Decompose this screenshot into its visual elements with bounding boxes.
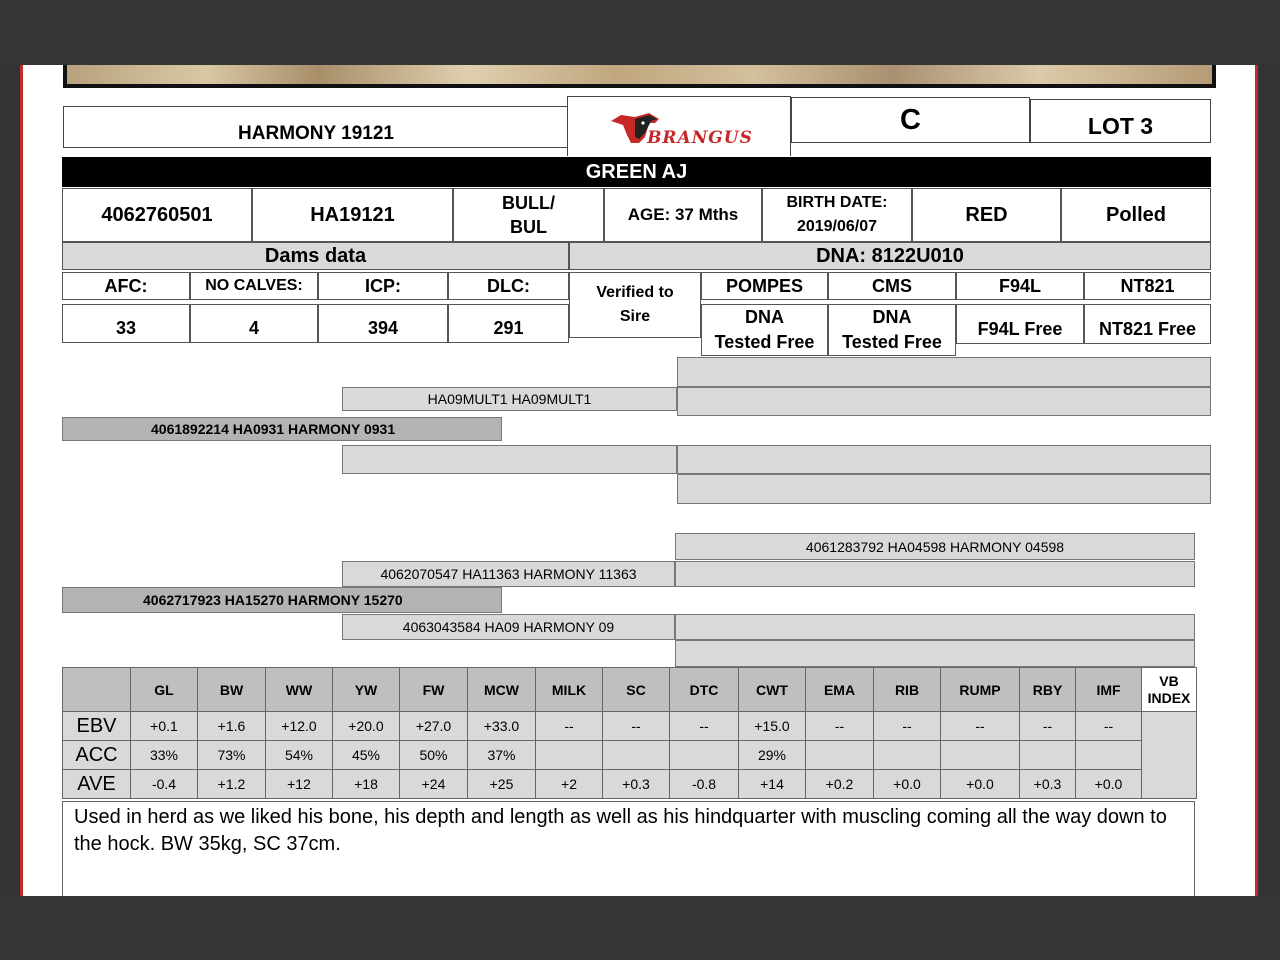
dna-test-nt821: NT821	[1084, 272, 1211, 300]
animal-id: HA19121	[252, 188, 453, 242]
ebv-cell: --	[603, 712, 670, 741]
ebv-cell: +33.0	[468, 712, 536, 741]
ebv-cell: +14	[739, 770, 806, 799]
pedigree-blank	[677, 387, 1211, 416]
ebv-row-label: ACC	[63, 741, 131, 770]
dna-test-f94l: F94L	[956, 272, 1084, 300]
ebv-cell	[1076, 741, 1142, 770]
ebv-cell: --	[874, 712, 941, 741]
pedigree-blank	[675, 614, 1195, 640]
pedigree-blank	[677, 474, 1211, 504]
ebv-cell: +12	[266, 770, 333, 799]
grade-box	[791, 97, 1030, 143]
ebv-corner	[63, 668, 131, 712]
breeder-bar	[62, 157, 1211, 187]
dams-value-calves: 4	[190, 304, 318, 343]
ebv-cell: 73%	[198, 741, 266, 770]
ebv-col-imf: IMF	[1076, 668, 1142, 712]
ebv-cell: 37%	[468, 741, 536, 770]
pedigree-dam-sire: 4062070547 HA11363 HARMONY 11363	[342, 561, 675, 587]
ebv-cell: --	[670, 712, 739, 741]
ebv-cell: +2	[536, 770, 603, 799]
animal-name: HARMONY 19121	[238, 123, 394, 144]
ebv-cell: +1.2	[198, 770, 266, 799]
dna-test-pompes: POMPES	[701, 272, 828, 300]
ebv-col-dtc: DTC	[670, 668, 739, 712]
ebv-cell: --	[806, 712, 874, 741]
verified-to-sire: Verified to Sire	[569, 272, 701, 338]
ebv-row-label: EBV	[63, 712, 131, 741]
ebv-cell: +27.0	[400, 712, 468, 741]
ebv-col-rib: RIB	[874, 668, 941, 712]
ebv-cell: 33%	[131, 741, 198, 770]
ebv-cell: +1.6	[198, 712, 266, 741]
pedigree-blank	[675, 640, 1195, 667]
ebv-col-vb-index: VB INDEX	[1142, 668, 1197, 712]
dna-result-cms: DNA Tested Free	[828, 304, 956, 356]
ebv-cell	[603, 741, 670, 770]
ebv-cell	[536, 741, 603, 770]
ebv-cell	[806, 741, 874, 770]
dams-value-afc: 33	[62, 304, 190, 343]
ebv-cell: 45%	[333, 741, 400, 770]
comments-box	[62, 801, 1195, 901]
pedigree-blank	[342, 445, 677, 474]
lot-number: LOT 3	[1087, 113, 1154, 139]
ebv-table	[62, 667, 1197, 799]
dna-result-nt821: NT821 Free	[1084, 304, 1211, 344]
ebv-col-mcw: MCW	[468, 668, 536, 712]
ebv-row	[63, 712, 1197, 741]
ebv-col-milk: MILK	[536, 668, 603, 712]
sex: BULL/ BUL	[453, 188, 604, 242]
ebv-cell: +0.2	[806, 770, 874, 799]
ebv-cell: -0.4	[131, 770, 198, 799]
reg-number: 4062760501	[62, 188, 252, 242]
viewer-bottom-bar	[0, 896, 1280, 960]
ebv-row-label: AVE	[63, 770, 131, 799]
grade: C	[900, 103, 921, 136]
pedigree-dam: 4062717923 HA15270 HARMONY 15270	[62, 587, 502, 613]
ebv-cell: 54%	[266, 741, 333, 770]
pedigree-dam-dam: 4063043584 HA09 HARMONY 09	[342, 614, 675, 640]
ebv-cell: --	[1020, 712, 1076, 741]
ebv-col-yw: YW	[333, 668, 400, 712]
dna-result-pompes: DNA Tested Free	[701, 304, 828, 356]
ebv-cell: +24	[400, 770, 468, 799]
ebv-cell: +25	[468, 770, 536, 799]
logo-text: BRANGUS	[647, 127, 753, 148]
ebv-cell	[941, 741, 1020, 770]
dams-data-title: Dams data	[62, 242, 569, 270]
dna-title: DNA: 8122U010	[569, 242, 1211, 270]
ebv-cell: +0.0	[1076, 770, 1142, 799]
ebv-cell: +0.1	[131, 712, 198, 741]
dams-label-calves: NO CALVES:	[190, 272, 318, 300]
ebv-cell: +15.0	[739, 712, 806, 741]
ebv-col-ema: EMA	[806, 668, 874, 712]
ebv-col-bw: BW	[198, 668, 266, 712]
dams-value-icp: 394	[318, 304, 448, 343]
dna-test-cms: CMS	[828, 272, 956, 300]
pedigree-sire: 4061892214 HA0931 HARMONY 0931	[62, 417, 502, 441]
animal-name-box	[63, 106, 569, 148]
brangus-logo	[567, 96, 791, 156]
ebv-cell: 29%	[739, 741, 806, 770]
acc-row	[63, 741, 1197, 770]
ebv-col-gl: GL	[131, 668, 198, 712]
ebv-cell: 50%	[400, 741, 468, 770]
ebv-cell: --	[1076, 712, 1142, 741]
ebv-col-fw: FW	[400, 668, 468, 712]
ebv-cell: +18	[333, 770, 400, 799]
ebv-col-sc: SC	[603, 668, 670, 712]
ebv-cell: +20.0	[333, 712, 400, 741]
ave-row	[63, 770, 1197, 799]
age: AGE: 37 Mths	[604, 188, 762, 242]
dna-result-f94l: F94L Free	[956, 304, 1084, 344]
ebv-cell: +0.0	[941, 770, 1020, 799]
pedigree-blank	[677, 445, 1211, 474]
comments-text: Used in herd as we liked his bone, his depth and length as well as his hindquarter with muscling coming all the way down to the hock. BW 35kg, SC 37cm.	[74, 806, 1167, 855]
pedigree-dam-sire-sire: 4061283792 HA04598 HARMONY 04598	[675, 533, 1195, 560]
breeder-name: GREEN AJ	[585, 160, 688, 183]
animal-photo-strip	[63, 65, 1216, 88]
pedigree-blank	[677, 357, 1211, 387]
ebv-cell	[874, 741, 941, 770]
dams-value-dlc: 291	[448, 304, 569, 343]
ebv-cell: +0.3	[603, 770, 670, 799]
birth-date: BIRTH DATE: 2019/06/07	[762, 188, 912, 242]
dams-label-icp: ICP:	[318, 272, 448, 300]
ebv-col-cwt: CWT	[739, 668, 806, 712]
colour: RED	[912, 188, 1061, 242]
ebv-cell: +0.3	[1020, 770, 1076, 799]
ebv-cell	[1020, 741, 1076, 770]
pedigree-sire-sire: HA09MULT1 HA09MULT1	[342, 387, 677, 411]
vb-index-value	[1142, 712, 1197, 799]
dams-label-dlc: DLC:	[448, 272, 569, 300]
ebv-header-row	[63, 668, 1197, 712]
pedigree-blank	[675, 561, 1195, 587]
viewer-top-bar	[0, 0, 1280, 65]
ebv-cell	[670, 741, 739, 770]
dams-label-afc: AFC:	[62, 272, 190, 300]
lot-box	[1030, 99, 1211, 143]
horn-status: Polled	[1061, 188, 1211, 242]
ebv-col-rby: RBY	[1020, 668, 1076, 712]
ebv-cell: +0.0	[874, 770, 941, 799]
ebv-cell: --	[536, 712, 603, 741]
ebv-cell: -0.8	[670, 770, 739, 799]
ebv-col-ww: WW	[266, 668, 333, 712]
ebv-cell: --	[941, 712, 1020, 741]
ebv-col-rump: RUMP	[941, 668, 1020, 712]
ebv-cell: +12.0	[266, 712, 333, 741]
